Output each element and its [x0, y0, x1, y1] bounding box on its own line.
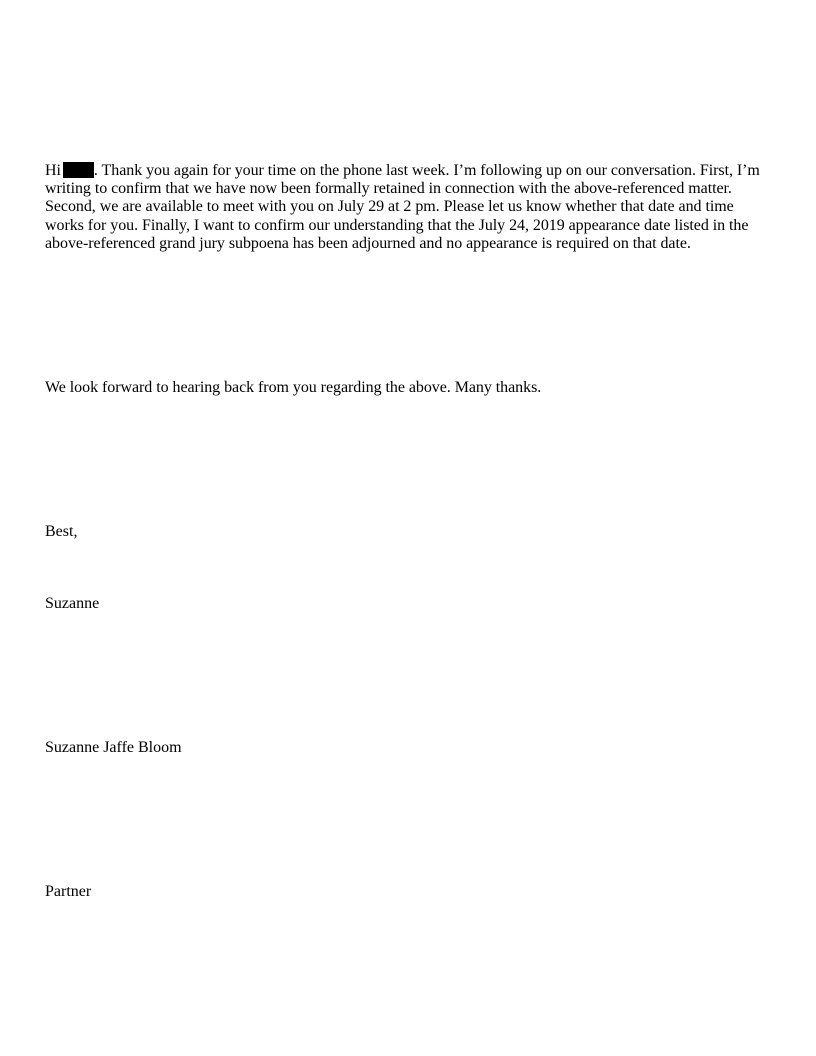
intro-body-text: . Thank you again for your time on the phone last week. I’m following up on our conversation. First, I’m writing to confirm that we have now been formally retained in connection with the above-referenced matter. Second, we are available to meet with you on July 29 at 2 pm. Please let us know whether that date and time works for you. Finally, I want to confirm our understanding that the July 24, 2019 appearance date listed in the above-referenced grand jury subpoena has been adjourned and no appearance is required on that date. [45, 162, 760, 252]
signature-first-name: Suzanne [45, 595, 100, 612]
paragraph-followup: We look forward to hearing back from you regarding the above. Many thanks. [45, 379, 542, 396]
paragraph-intro [45, 162, 775, 253]
signature-title: Partner [45, 883, 92, 900]
closing-line: Best, [45, 523, 78, 540]
redaction-box [63, 162, 94, 178]
signature-full-name: Suzanne Jaffe Bloom [45, 739, 182, 756]
greeting-text: Hi [45, 162, 61, 179]
